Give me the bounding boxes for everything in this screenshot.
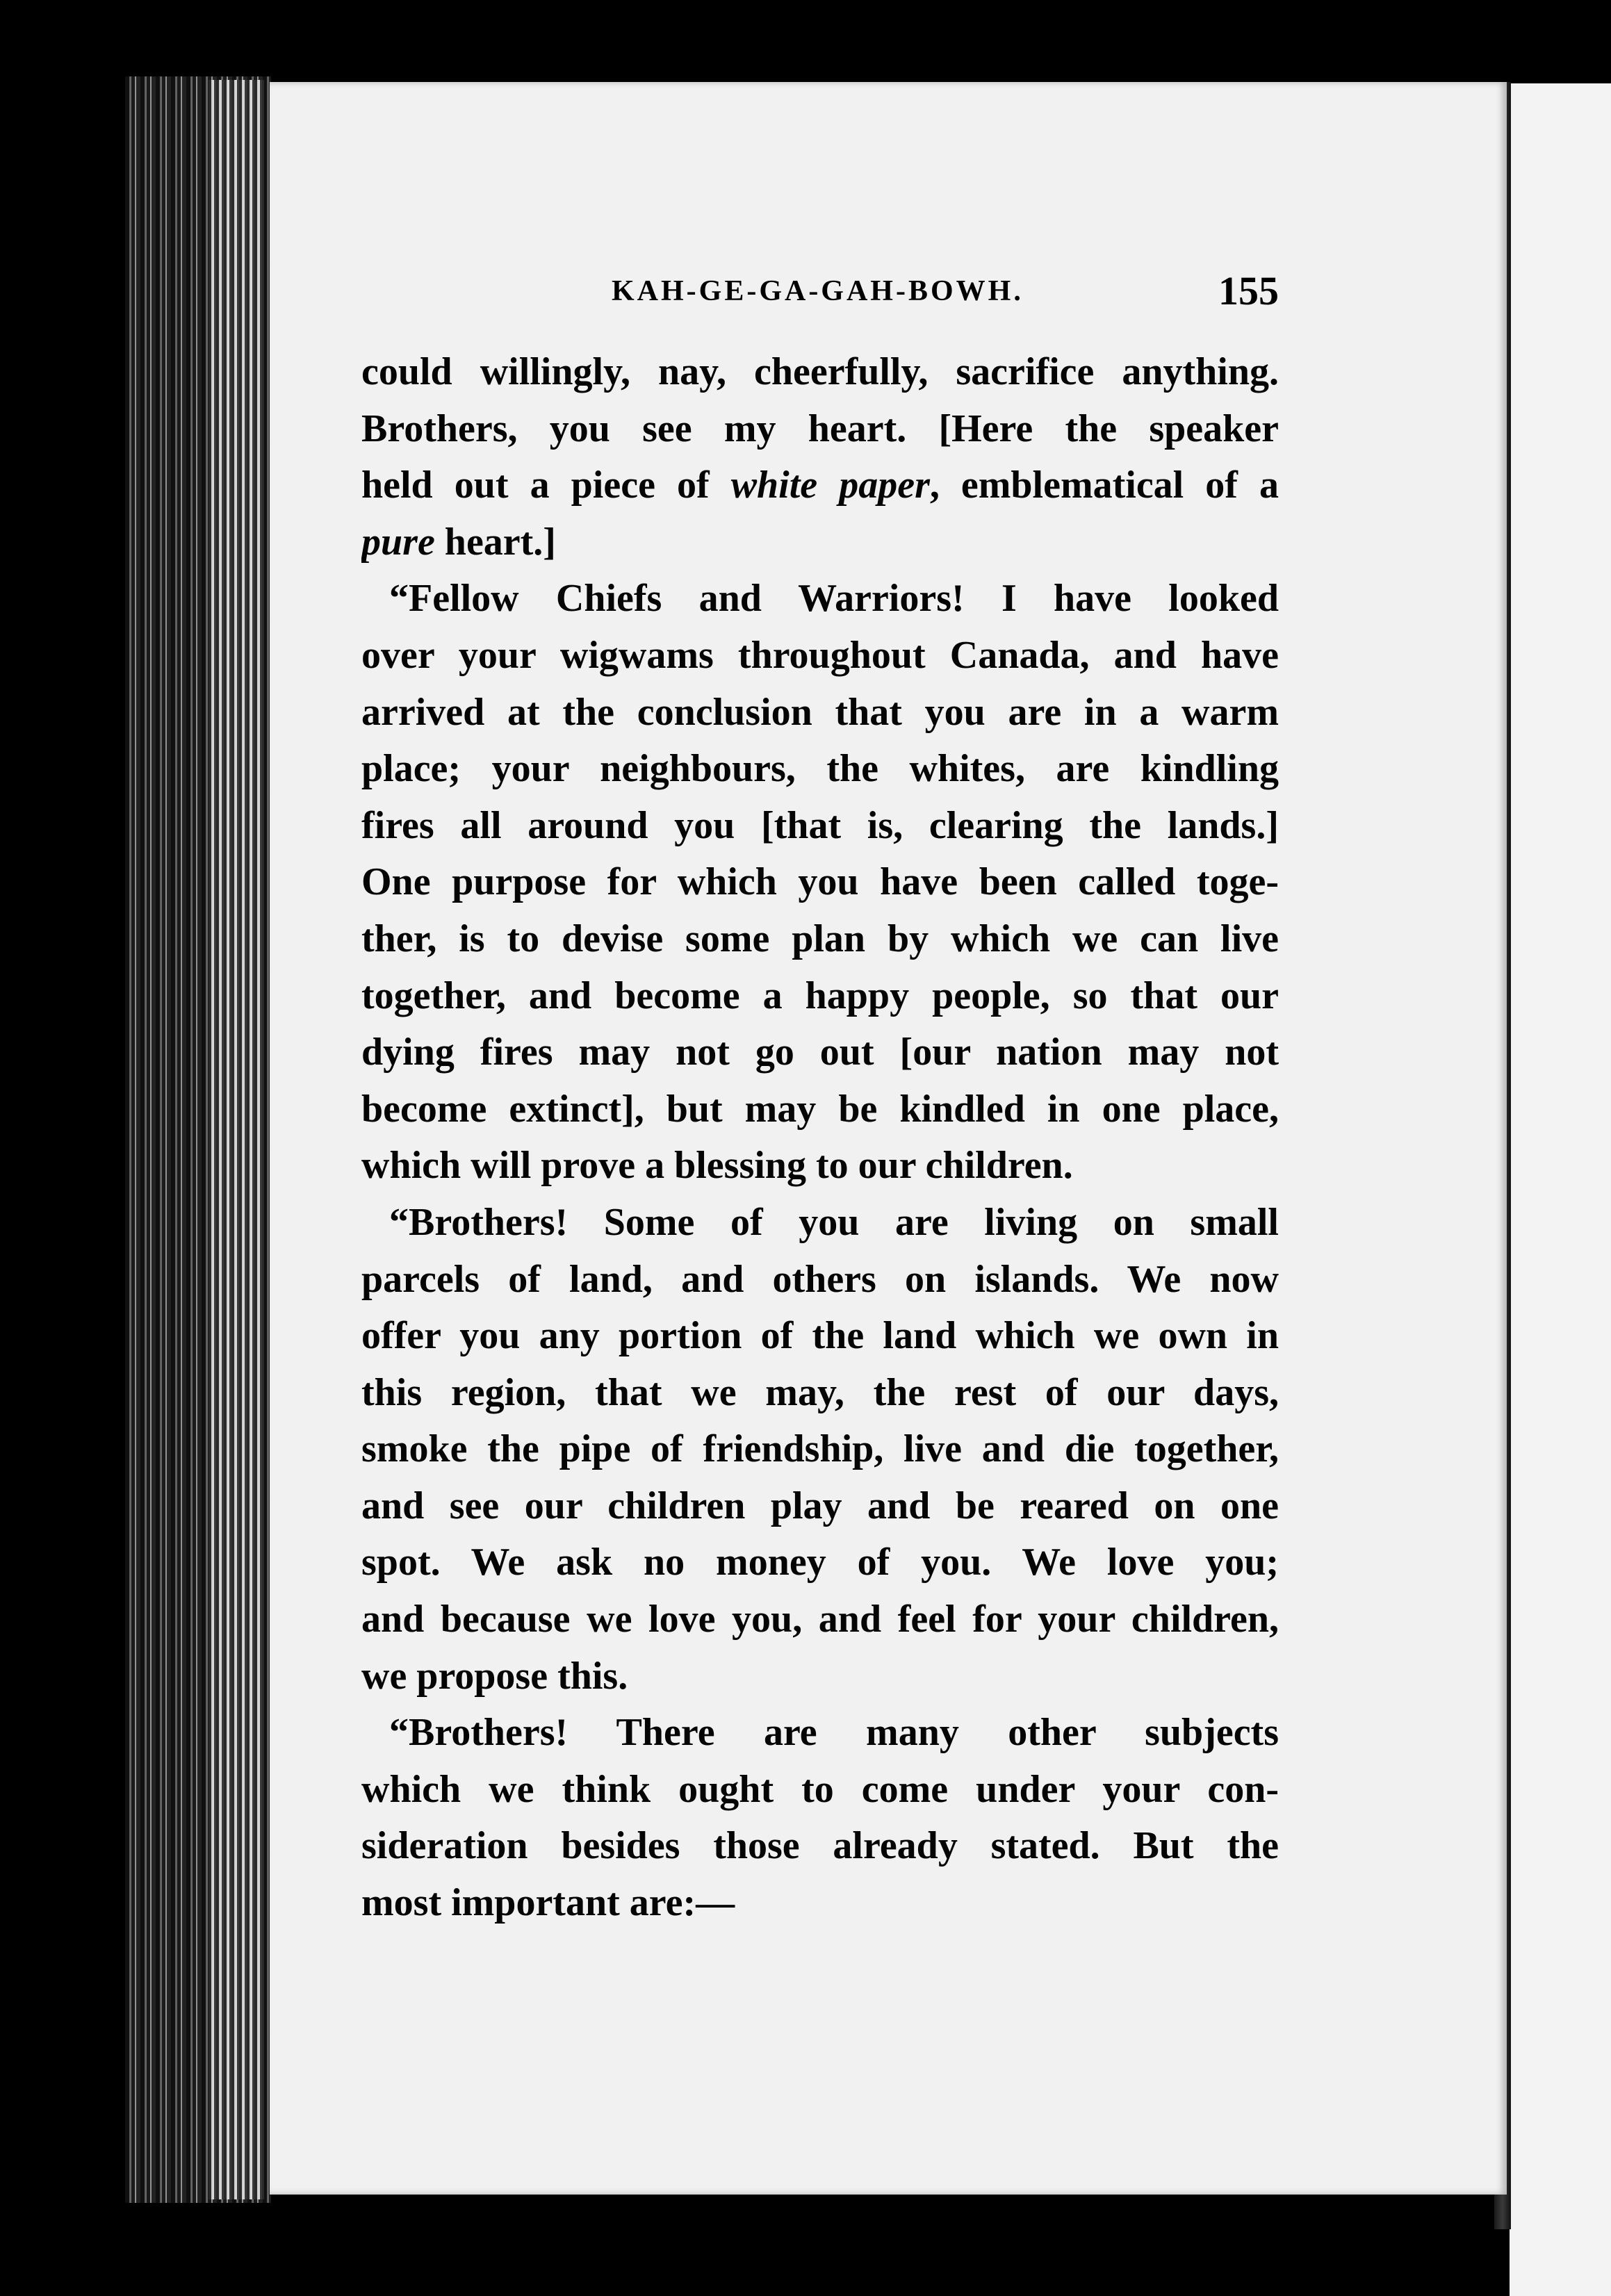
text-line xyxy=(361,457,1279,514)
text-line: sideration besides those already stated. But the xyxy=(361,1824,1279,1868)
text-line: over your wigwams throughout Canada, and have xyxy=(361,633,1279,677)
text-line: One purpose for which you have been called toge- xyxy=(361,860,1279,904)
running-title: KAH-GE-GA-GAH-BOWH. xyxy=(612,275,1024,307)
body-text xyxy=(361,344,1279,1932)
text-line: together, and become a happy people, so that our xyxy=(361,974,1279,1017)
text-line: Brothers, you see my heart. [Here the speaker xyxy=(361,407,1279,450)
text-line: become extinct], but may be kindled in one place, xyxy=(361,1087,1279,1131)
text-line: place; your neighbours, the whites, are kindling xyxy=(361,747,1279,791)
text-line: this region, that we may, the rest of our days, xyxy=(361,1370,1279,1414)
text-line: and see our children play and be reared on one xyxy=(361,1484,1279,1527)
text-line: spot. We ask no money of you. We love you; xyxy=(361,1541,1279,1584)
text-line: which will prove a blessing to our children. xyxy=(361,1144,1073,1188)
running-head xyxy=(361,268,1279,316)
text-line: most important are:— xyxy=(361,1881,735,1925)
text-line: could willingly, nay, cheerfully, sacrifice anything. xyxy=(361,350,1279,393)
text-line: arrived at the conclusion that you are in a warm xyxy=(361,690,1279,734)
text-line: which we think ought to come under your con- xyxy=(361,1767,1279,1811)
text-line: “Brothers! Some of you are living on small xyxy=(389,1200,1279,1244)
text-line: fires all around you [that is, clearing the lands.] xyxy=(361,803,1279,847)
text-line xyxy=(361,514,1279,571)
italic-run: white paper xyxy=(730,464,930,507)
text-line: we propose this. xyxy=(361,1654,628,1698)
text-line: “Brothers! There are many other subjects xyxy=(389,1711,1279,1755)
text-line: offer you any portion of the land which we own in xyxy=(361,1314,1279,1358)
text-line: parcels of land, and others on islands. We now xyxy=(361,1257,1279,1301)
text-line: “Fellow Chiefs and Warriors! I have looked xyxy=(389,577,1279,621)
book-page-edges-inner xyxy=(208,80,264,2199)
text-run: heart.] xyxy=(434,520,556,564)
italic-run: pure xyxy=(361,520,435,564)
adjacent-page xyxy=(1510,83,1611,2296)
text-line: dying fires may not go out [our nation may not xyxy=(361,1031,1279,1074)
text-run: , emblematical of a xyxy=(929,464,1279,507)
text-line: smoke the pipe of friendship, live and die together, xyxy=(361,1427,1279,1471)
text-line: ther, is to devise some plan by which we can live xyxy=(361,917,1279,960)
page-number: 155 xyxy=(1218,268,1279,313)
text-line: and because we love you, and feel for your children, xyxy=(361,1598,1279,1641)
text-run: held out a piece of xyxy=(361,464,731,507)
